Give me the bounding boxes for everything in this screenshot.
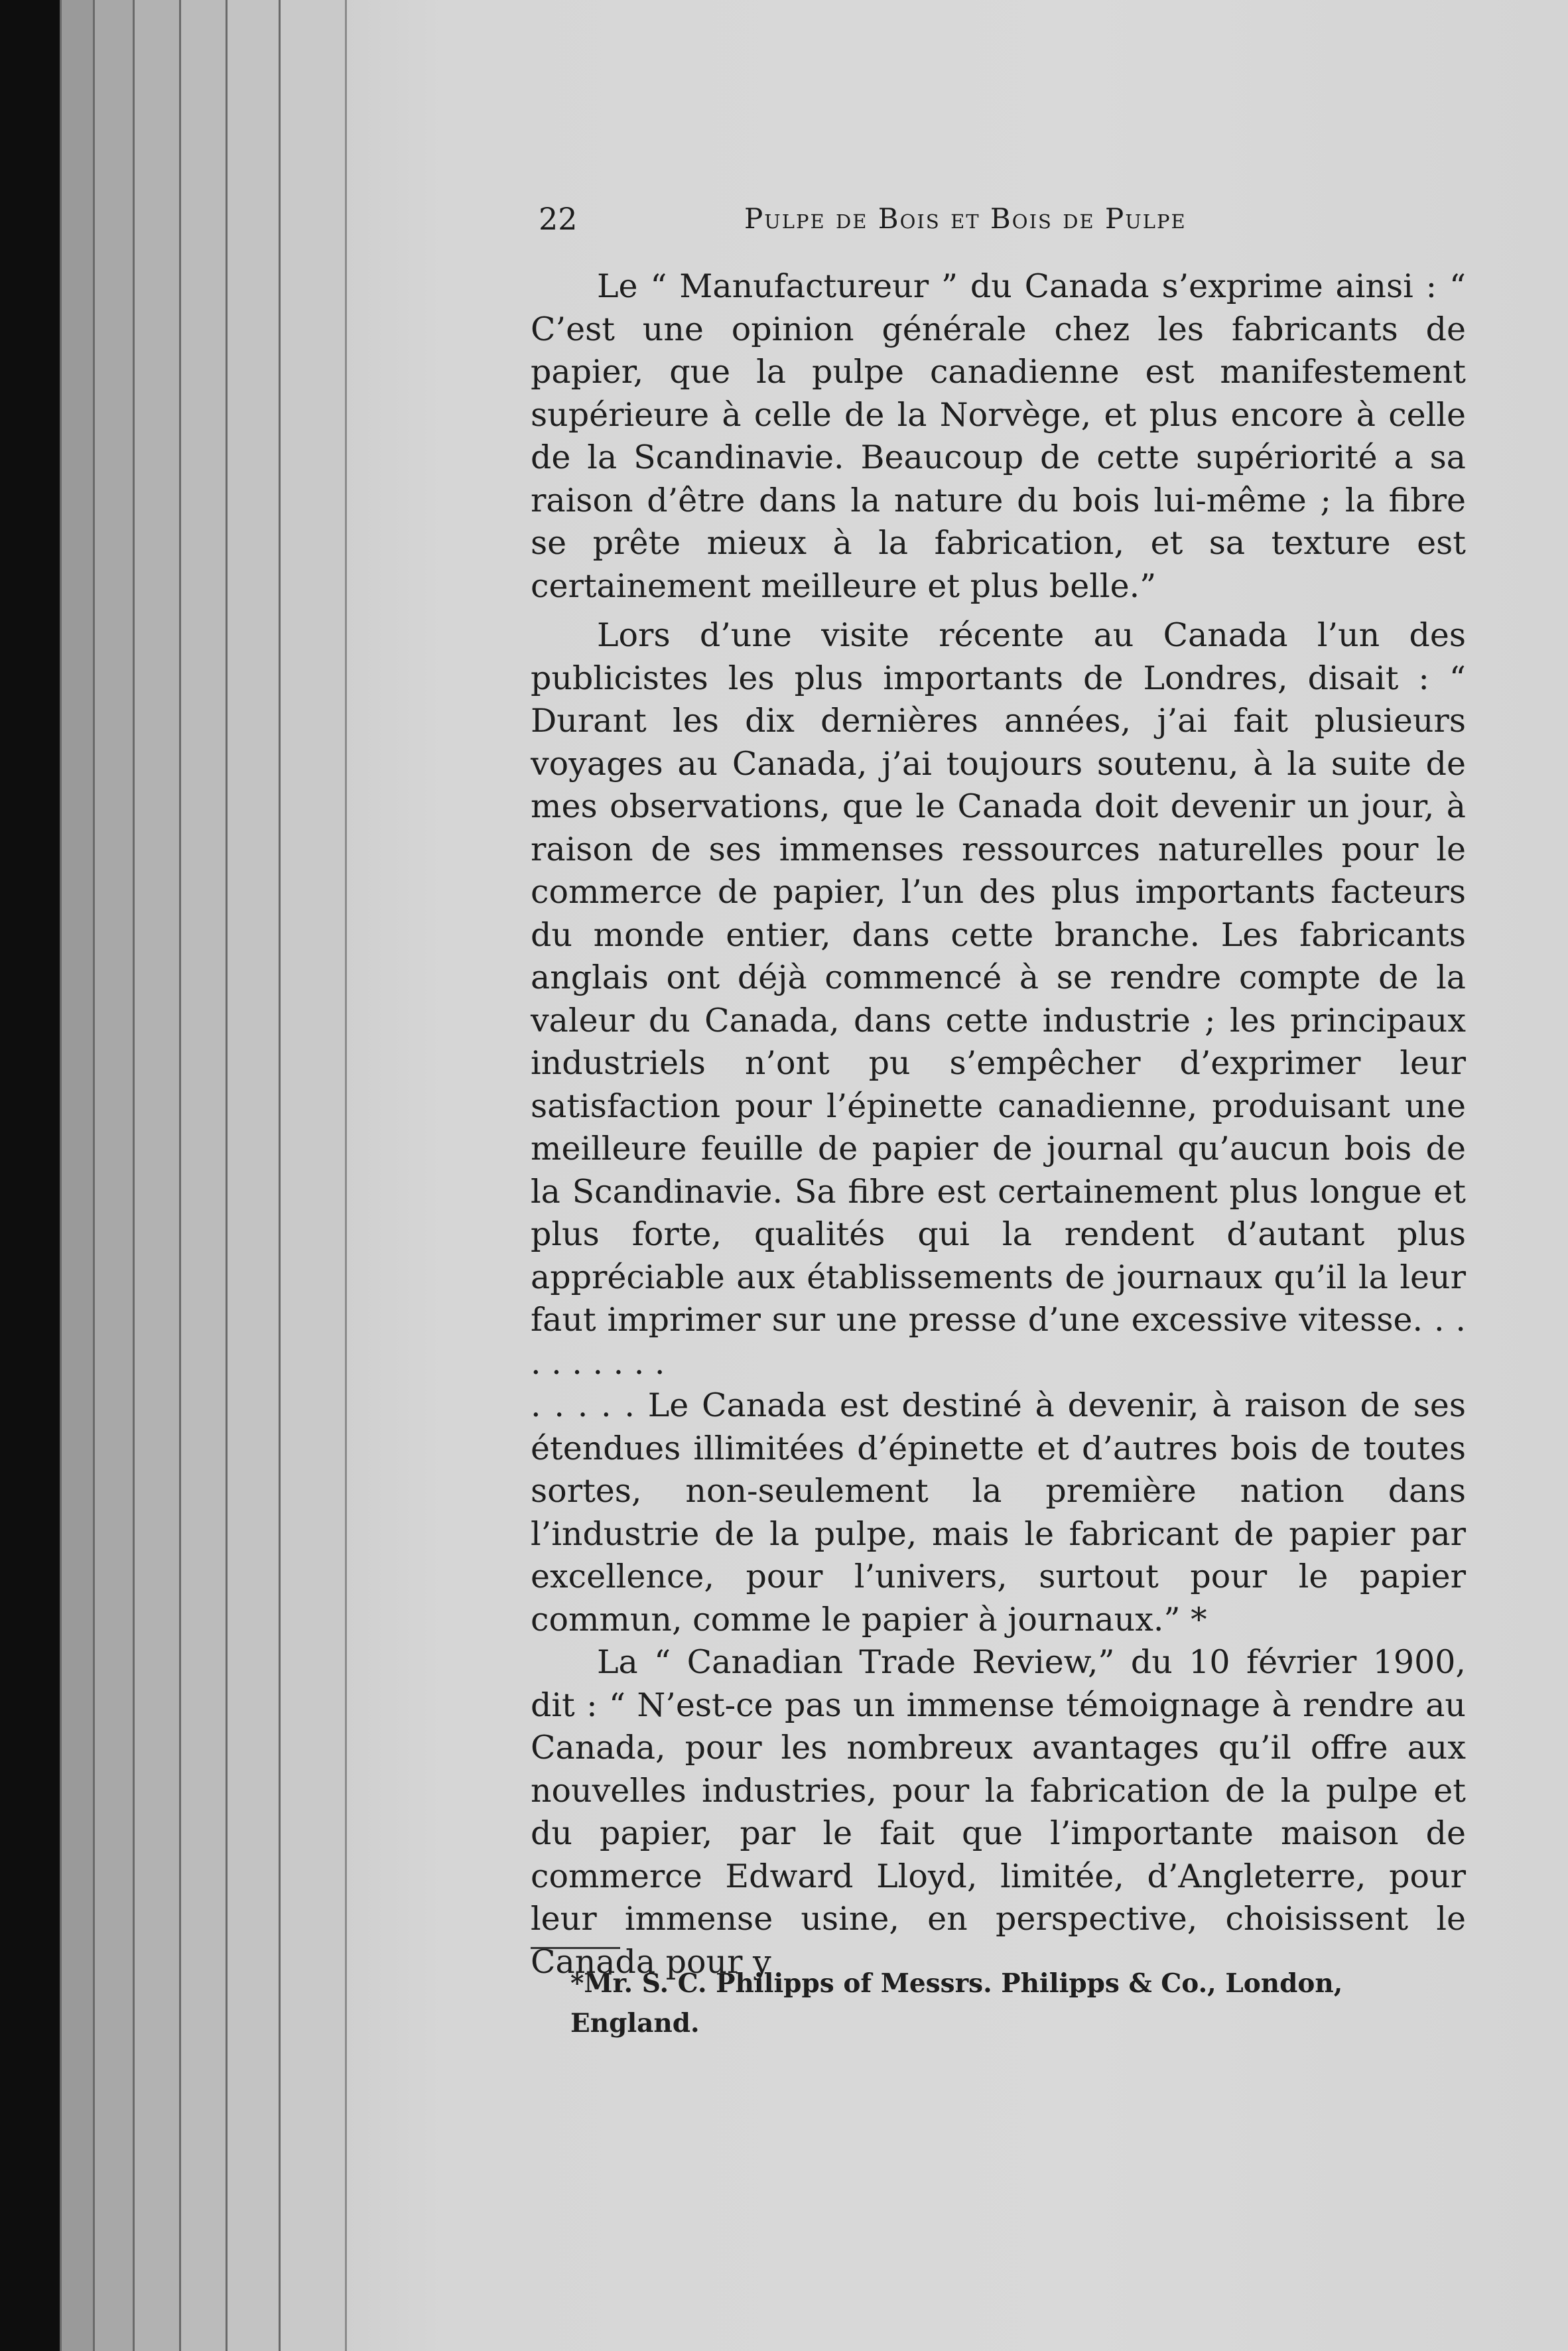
page-edge-leaf [279,0,347,2351]
book-spine-shadow [0,0,60,2351]
paragraph: Lors d’une visite récente au Canada l’un des publicistes les plus importants de Londres, disait : “ Durant les dix dernières années, j’ai fait plusieurs voyages au Canada, j’ai toujours soutenu, à la suite de mes observations, que le Canada doit devenir un jour, à raison de ses immenses ressources naturelles pour le commerce de papier, l’un des plus importants facteurs du monde entier, dans cette branche. Les fabricants anglais ont déjà commencé à se rendre compte de la valeur du Canada, dans cette industrie ; les principaux industriels n’ont pu s’empêcher d’exprimer leur satisfaction pour l’épinette canadienne, produisant une meilleure feuille de papier de journal qu’aucun bois de la Scandinavie. Sa fibre est certainement plus longue et plus forte, qualités qui la rendent d’autant plus appréciable aux établissements de journaux qu’il la leur faut imprimer sur une presse d’une excessive vitesse. . . . . . . . . . [531,616,1466,1382]
page-edge-leaf [179,0,228,2351]
footnote-rule [531,1947,620,1949]
page-edge-leaf [226,0,281,2351]
paragraph: Le “ Manufactureur ” du Canada s’exprime ainsi : “ C’est une opinion générale chez les fabricants de papier, que la pulpe canadienne est manifestement supérieure à celle de la Norvège, et plus encore à celle de la Scandinavie. Beaucoup de cette supériorité a sa raison d’être dans la nature du bois lui-même ; la fibre se prête mieux à la fabrication, et sa texture est certainement meilleure et plus belle.” [531,267,1466,605]
body-text [531,265,1466,1983]
running-title: Pulpe de Bois et Bois de Pulpe [744,202,1187,235]
paragraph: La “ Canadian Trade Review,” du 10 février 1900, dit : “ N’est-ce pas un immense témoignage à rendre au Canada, pour les nombreux avantages qu’il offre aux nouvelles industries, pour la fabrication de la pulpe et du papier, par le fait que l’importante maison de commerce Edward Lloyd, limitée, d’Angleterre, pour leur immense usine, en perspective, choisissent le Canada pour y [531,1643,1466,1981]
page-header [539,196,1467,242]
paragraph: . . . . . Le Canada est destiné à devenir, à raison de ses étendues illimitées d’épinette et d’autres bois de toutes sortes, non-seulement la première nation dans l’industrie de la pulpe, mais le fabricant de papier par excellence, pour l’univers, surtout pour le papier commun, comme le papier à journaux.” * [531,1386,1466,1639]
page-edge-leaf [93,0,135,2351]
footnote: *Mr. S. C. Philipps of Messrs. Philipps & Co., London, England. [570,1968,1343,2039]
page-edge-leaf [133,0,181,2351]
page-edge-leaf [60,0,95,2351]
page-number: 22 [539,201,578,237]
